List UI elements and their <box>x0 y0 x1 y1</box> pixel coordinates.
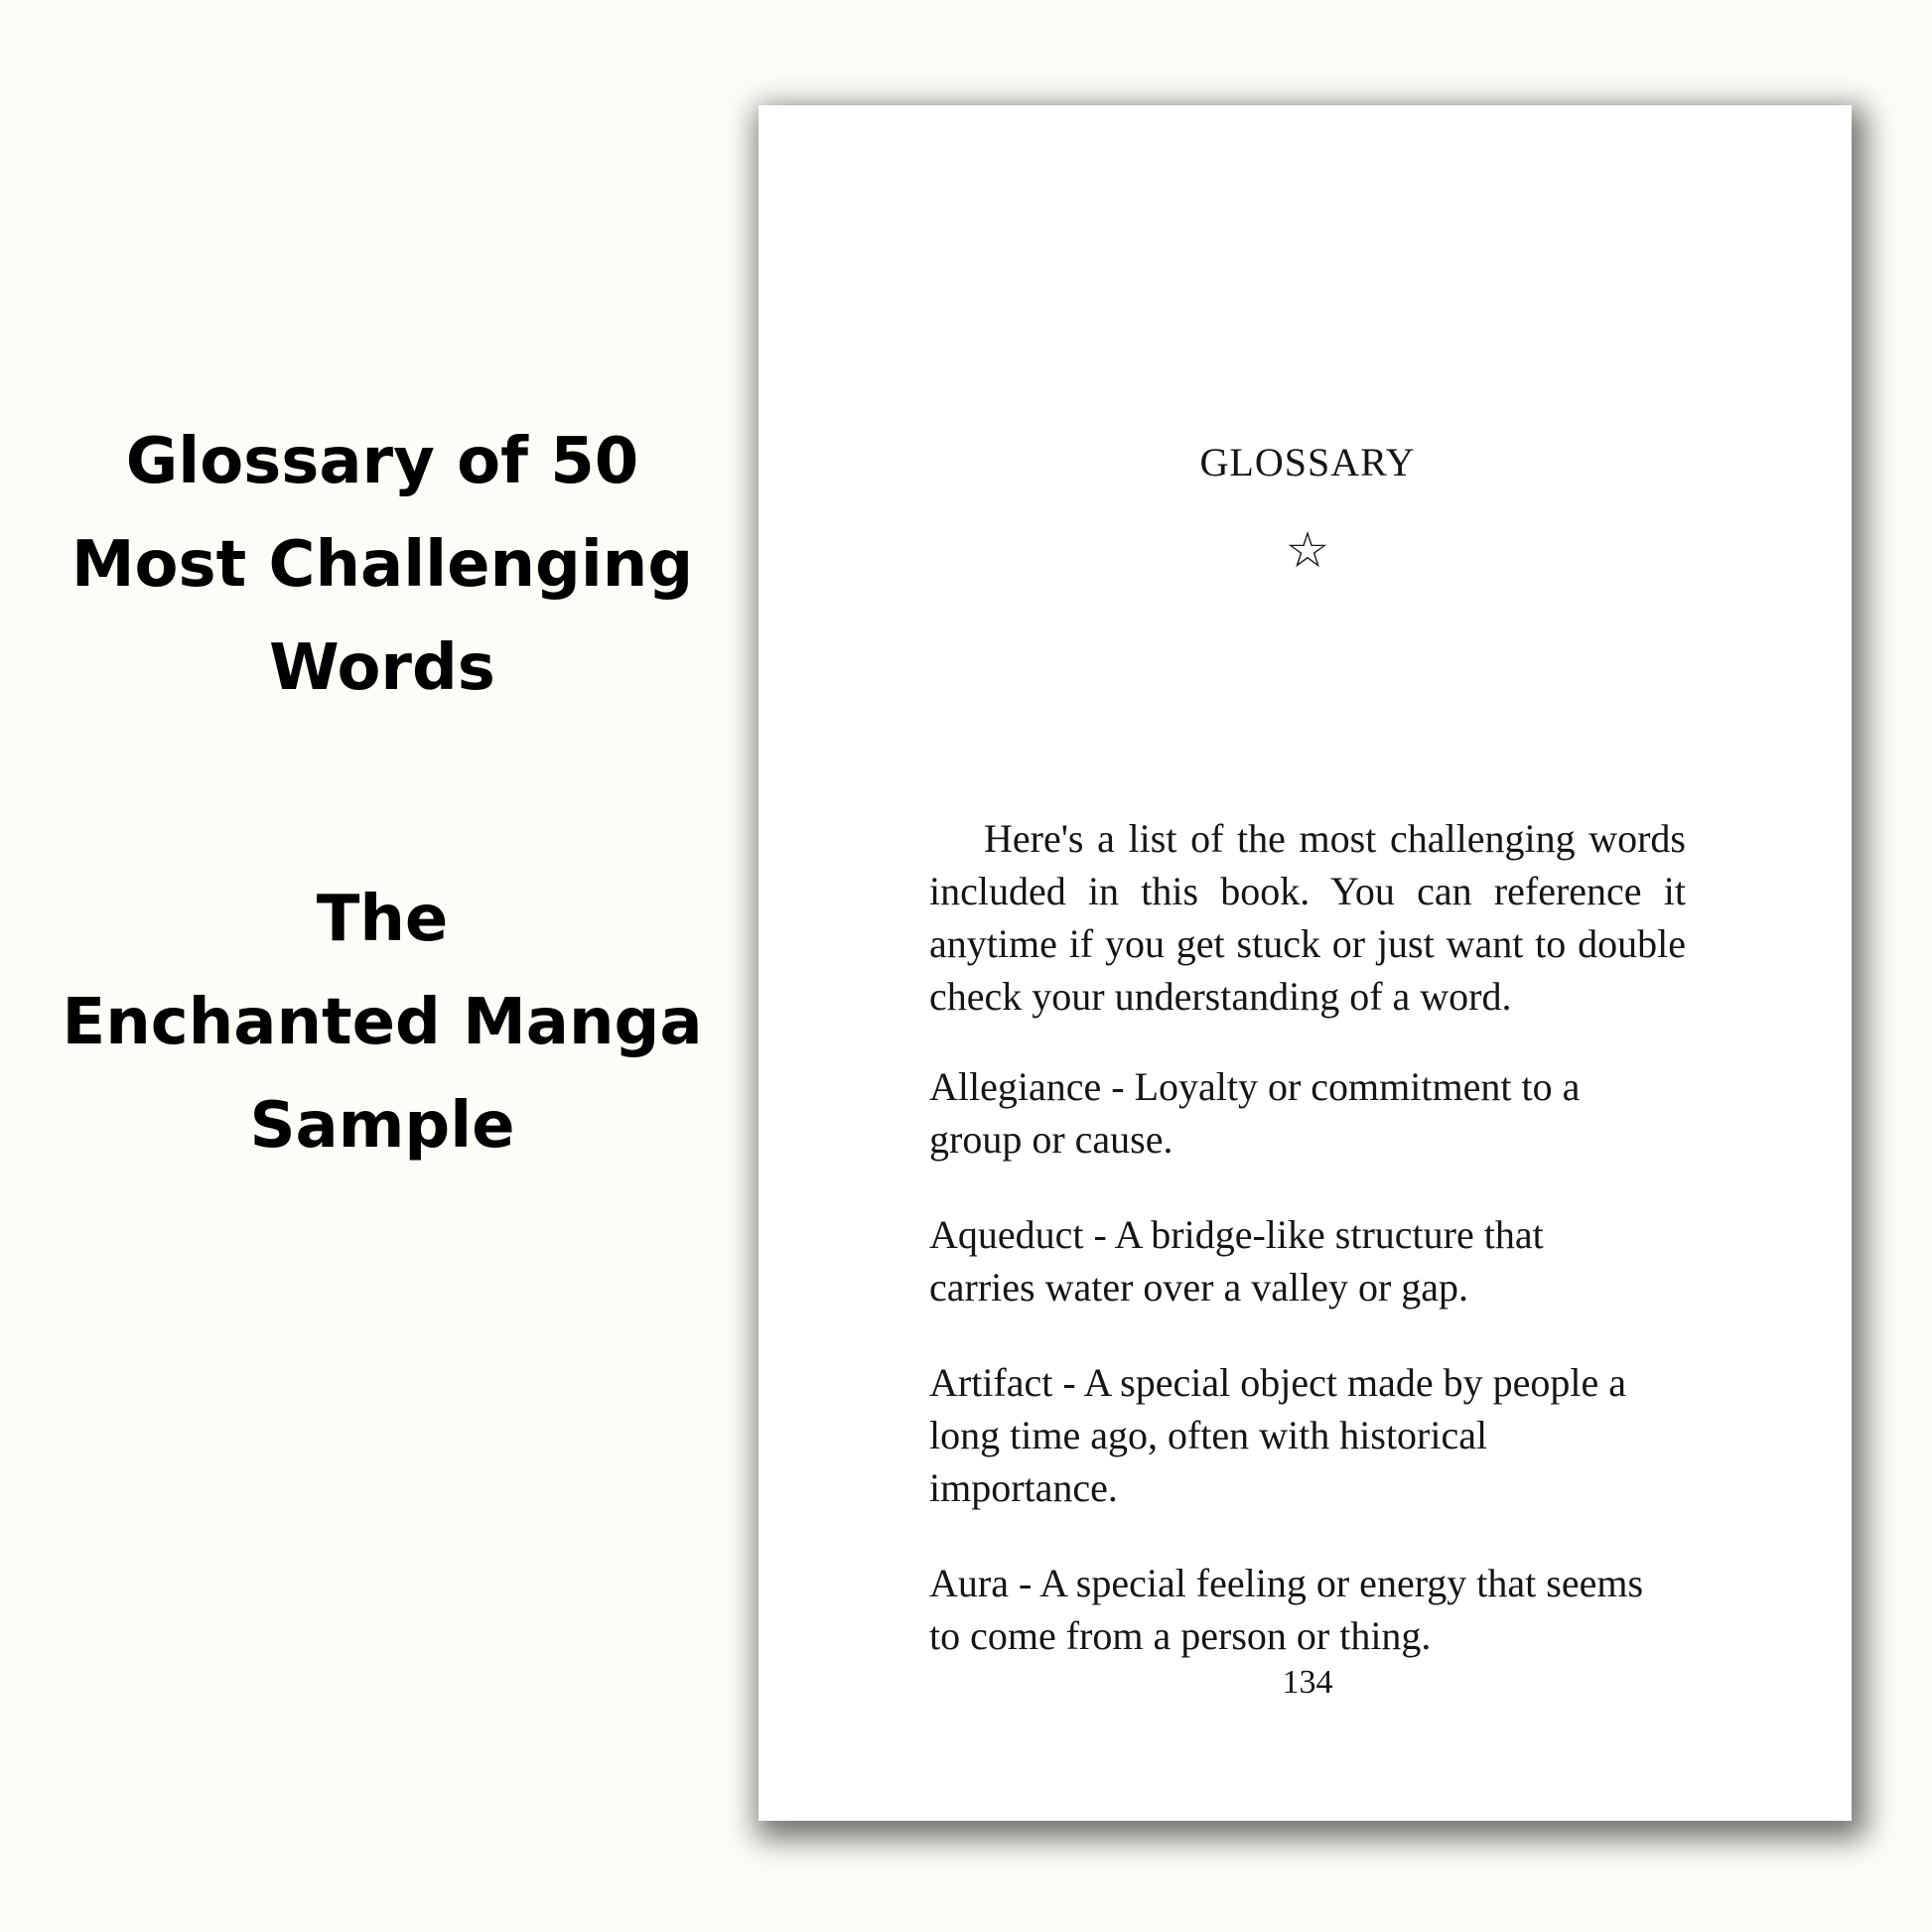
page-heading: GLOSSARY <box>1199 440 1416 484</box>
promo-title-line: Words <box>269 631 495 705</box>
glossary-entry: Allegiance - Loyalty or commitment to a group or cause. <box>929 1064 1581 1162</box>
page-number: 134 <box>1282 1664 1333 1701</box>
promo-subtitle-line: Sample <box>249 1089 515 1163</box>
glossary-body <box>929 812 1686 1705</box>
intro-paragraph: Here's a list of the most challenging words included in this book. You can reference it anytime if you get stuck or just want to double check your understanding of a word. <box>929 816 1686 1019</box>
glossary-entry: Artifact - A special object made by people a long time ago, often with historical importance. <box>929 1360 1626 1510</box>
promo-subtitle-line: The <box>316 883 449 956</box>
promo-title <box>40 410 725 720</box>
glossary-entry: Aqueduct - A bridge-like structure that carries water over a valley or gap. <box>929 1212 1544 1310</box>
promo-title-line: Most Challenging <box>70 528 694 602</box>
promo-title-line: Glossary of 50 <box>125 425 639 498</box>
glossary-entry: Aura - A special feeling or energy that seems to come from a person or thing. <box>929 1561 1644 1658</box>
book-page <box>759 105 1852 1821</box>
star-icon: ☆ <box>1285 522 1330 578</box>
promo-subtitle <box>40 868 725 1177</box>
promo-subtitle-line: Enchanted Manga <box>62 986 703 1059</box>
